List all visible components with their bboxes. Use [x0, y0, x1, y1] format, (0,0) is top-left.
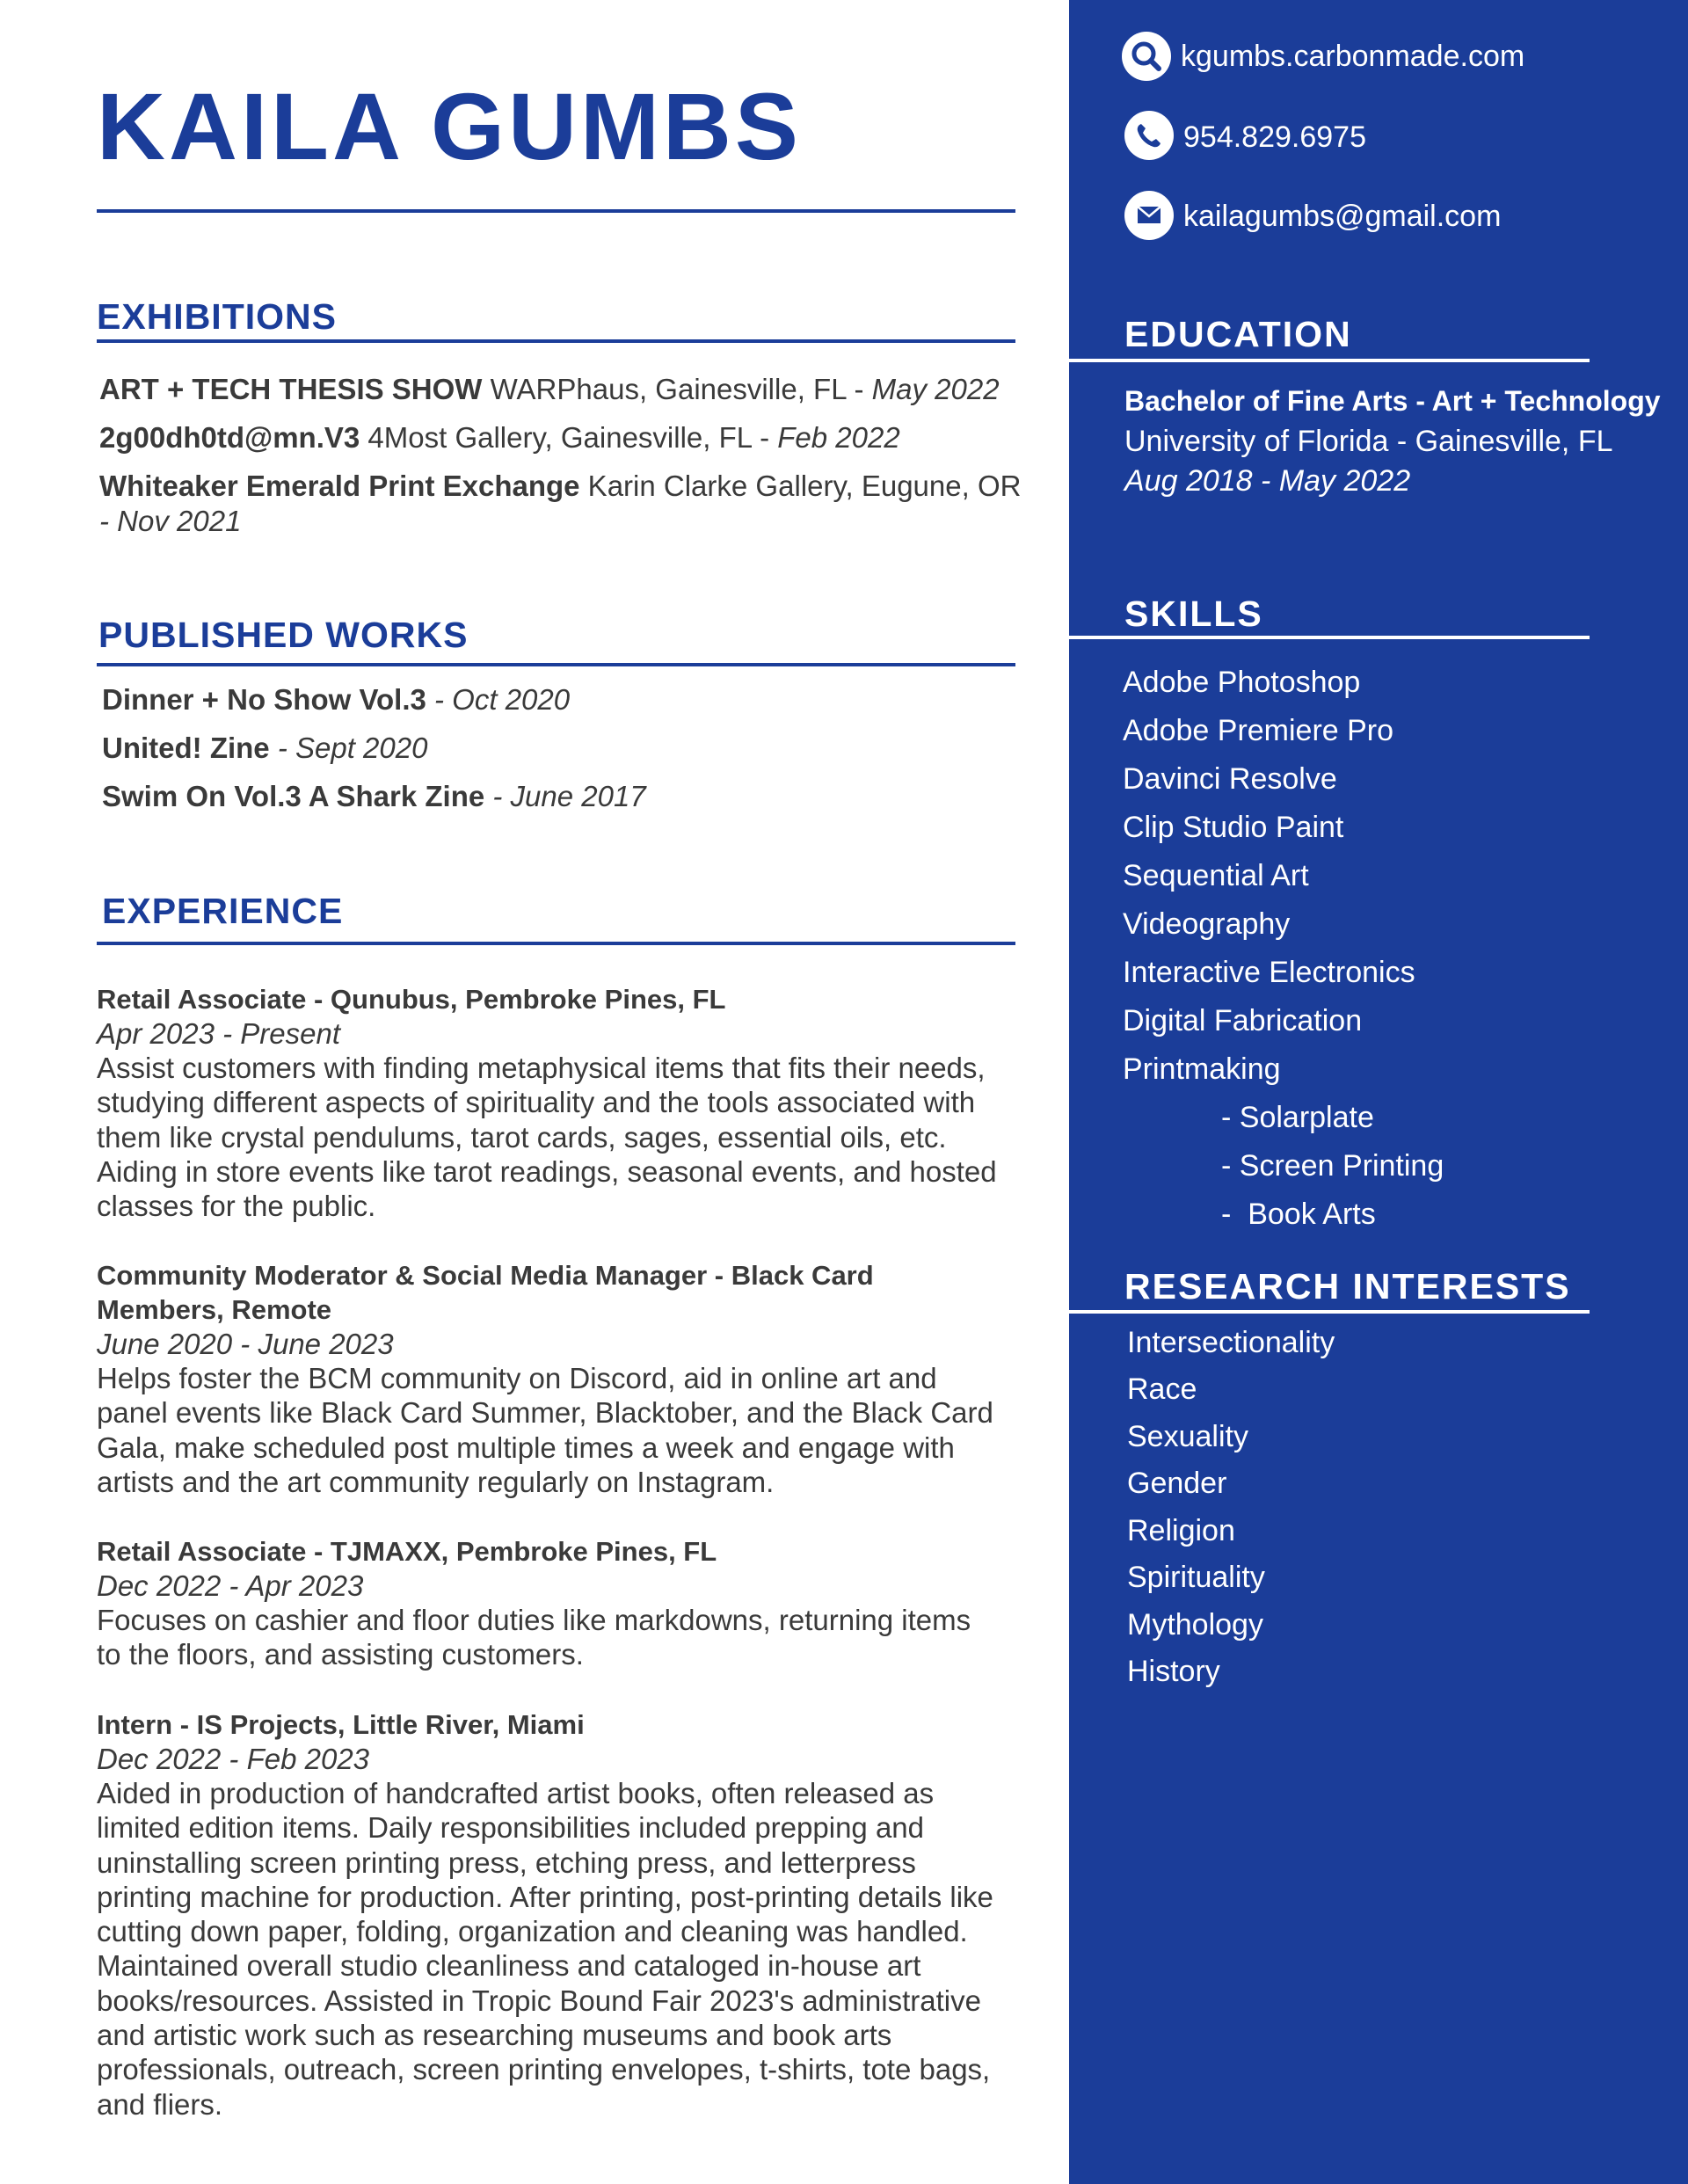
experience-heading: EXPERIENCE: [102, 891, 344, 931]
published-date: - Oct 2020: [426, 683, 571, 716]
published-date: - June 2017: [484, 780, 646, 812]
contact-email[interactable]: kailagumbs@gmail.com: [1183, 200, 1502, 233]
research-item: Intersectionality: [1127, 1326, 1335, 1359]
skill-sub-item: - Book Arts: [1221, 1198, 1376, 1231]
title-divider: [97, 209, 1015, 213]
skill-item: Sequential Art: [1123, 859, 1309, 892]
exhibition-item: [99, 372, 1000, 407]
education-degree: Bachelor of Fine Arts - Art + Technology: [1124, 385, 1661, 417]
job-date: Apr 2023 - Present: [97, 1017, 340, 1050]
published-item: [102, 779, 646, 814]
job-title: Retail Associate - Qunubus, Pembroke Pines, FL: [97, 984, 726, 1015]
contact-phone[interactable]: 954.829.6975: [1183, 120, 1366, 154]
exhibition-title: ART + TECH THESIS SHOW: [99, 373, 483, 405]
published-title: Dinner + No Show Vol.3: [102, 683, 426, 716]
skill-item: Davinci Resolve: [1123, 762, 1337, 796]
research-item: Gender: [1127, 1467, 1227, 1500]
job-description: Assist customers with finding metaphysical items that fits their needs, studying different aspects of spirituality and the tools associated with them like crystal pendulums, tarot cards, sages, essential oils, etc. Aiding in store events like tarot readings, seasonal events, and hosted classes for the public.: [97, 1052, 997, 1223]
research-item: Religion: [1127, 1514, 1235, 1547]
skill-item: Clip Studio Paint: [1123, 811, 1344, 844]
published-item: [102, 731, 427, 766]
research-item: Mythology: [1127, 1608, 1263, 1642]
research-divider: [1069, 1310, 1590, 1314]
exhibitions-heading: EXHIBITIONS: [97, 296, 337, 337]
job-title: Intern - IS Projects, Little River, Miami: [97, 1709, 585, 1740]
phone-icon: [1124, 111, 1174, 160]
published-title: United! Zine: [102, 732, 270, 764]
skill-sub-item: - Screen Printing: [1221, 1149, 1444, 1183]
exhibition-date: - Nov 2021: [99, 505, 242, 537]
exhibition-date: May 2022: [871, 373, 1000, 405]
research-item: Race: [1127, 1372, 1197, 1406]
skills-divider: [1069, 636, 1590, 639]
skills-heading: SKILLS: [1124, 593, 1263, 634]
education-school: University of Florida - Gainesville, FL: [1124, 425, 1613, 458]
published-date: - Sept 2020: [269, 732, 428, 764]
job-date: Dec 2022 - Feb 2023: [97, 1743, 370, 1775]
published-title: Swim On Vol.3 A Shark Zine: [102, 780, 485, 812]
exhibition-venue: 4Most Gallery, Gainesville, FL -: [360, 421, 778, 454]
published-divider: [97, 663, 1015, 666]
exhibition-venue: Karin Clarke Gallery, Eugune, OR: [579, 470, 1022, 502]
skill-sub-item: - Solarplate: [1221, 1101, 1374, 1134]
education-heading: EDUCATION: [1124, 314, 1352, 354]
page-title: KAILA GUMBS: [97, 73, 802, 179]
experience-divider: [97, 942, 1015, 945]
education-divider: [1069, 359, 1590, 362]
job-description: Focuses on cashier and floor duties like markdowns, returning items to the floors, and assisting customers.: [97, 1604, 971, 1671]
job-title: Retail Associate - TJMAXX, Pembroke Pines, FL: [97, 1536, 717, 1567]
mail-icon: [1124, 191, 1174, 240]
exhibition-item: [99, 469, 1021, 504]
contact-website[interactable]: kgumbs.carbonmade.com: [1181, 40, 1525, 73]
research-item: Sexuality: [1127, 1420, 1248, 1453]
exhibition-title: 2g00dh0td@mn.V3: [99, 421, 360, 454]
research-item: History: [1127, 1655, 1220, 1688]
skill-item: Adobe Photoshop: [1123, 666, 1361, 699]
job-description: Aided in production of handcrafted artist books, often released as limited edition items. Daily responsibilities included prepping and uninstalling screen printing press, etching press, and letterpress printing machine for production. After printing, post-printing details like cutting down paper, folding, organization and cleaning was handled. Maintained overall studio cleanliness and cataloged in-house art books/resources. Assisted in Tropic Bound Fair 2023's administrative and artistic work such as researching museums and book arts professionals, outreach, screen printing envelopes, t-shirts, tote bags, and fliers.: [97, 1777, 993, 2121]
search-icon: [1122, 32, 1171, 81]
published-heading: PUBLISHED WORKS: [98, 615, 469, 655]
skill-item: Interactive Electronics: [1123, 956, 1415, 989]
exhibitions-divider: [97, 339, 1015, 343]
published-item: [102, 682, 570, 717]
exhibition-venue: WARPhaus, Gainesville, FL -: [482, 373, 872, 405]
job-description: Helps foster the BCM community on Discord, aid in online art and panel events like Black Card Summer, Blacktober, and the Black Card Gala, make scheduled post multiple times a week and engage with artists and the art community regularly on Instagram.: [97, 1362, 993, 1498]
exhibition-date-wrap: [99, 504, 241, 539]
job-date: June 2020 - June 2023: [97, 1328, 394, 1360]
job-title: Community Moderator & Social Media Manager - Black Card Members, Remote: [97, 1260, 874, 1325]
job-date: Dec 2022 - Apr 2023: [97, 1569, 364, 1602]
research-item: Spirituality: [1127, 1561, 1265, 1594]
exhibition-date: Feb 2022: [777, 421, 900, 454]
skill-item: Videography: [1123, 907, 1291, 941]
exhibition-title: Whiteaker Emerald Print Exchange: [99, 470, 580, 502]
research-heading: RESEARCH INTERESTS: [1124, 1266, 1571, 1307]
skill-item: Printmaking: [1123, 1052, 1281, 1086]
education-dates: Aug 2018 - May 2022: [1124, 464, 1411, 498]
skill-item: Digital Fabrication: [1123, 1004, 1363, 1037]
exhibition-item: [99, 420, 900, 455]
skill-item: Adobe Premiere Pro: [1123, 714, 1394, 747]
